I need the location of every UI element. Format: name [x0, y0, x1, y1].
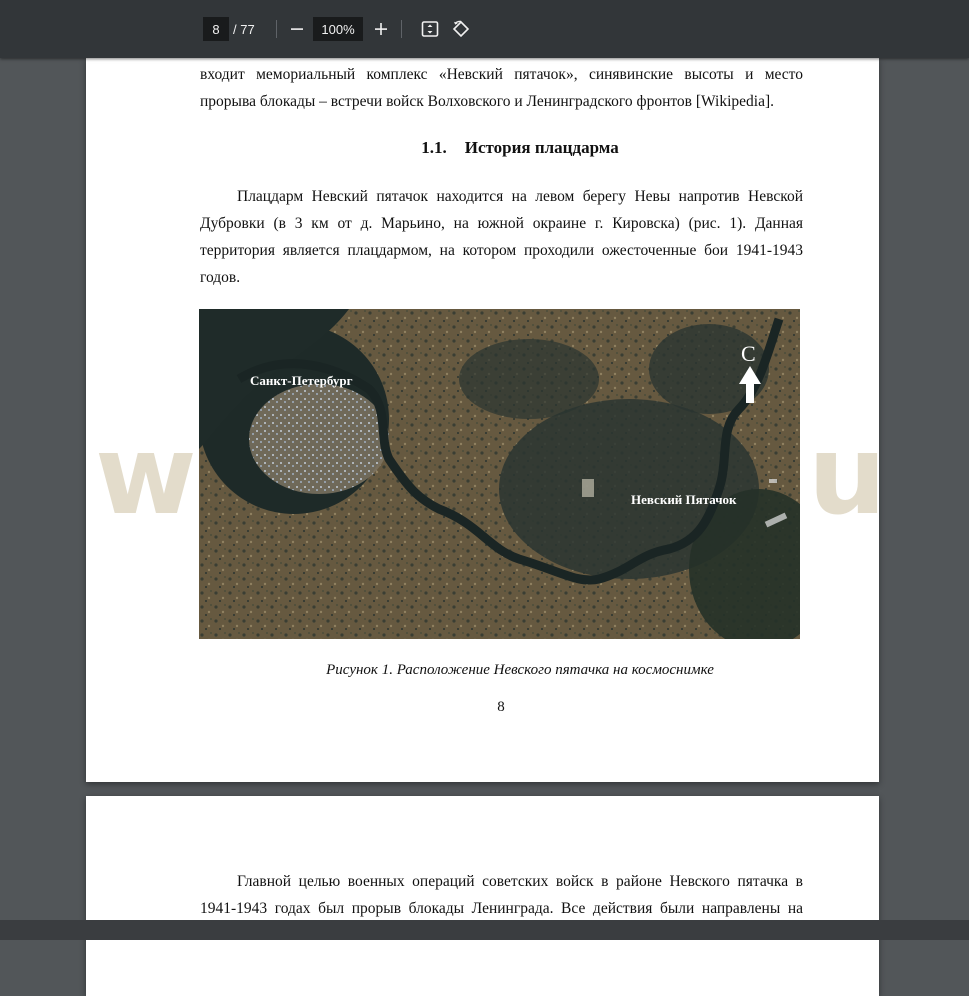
- watermark-right: u: [808, 411, 883, 539]
- paragraph-line: Дубровки (в 3 км от д. Марьино, на южной окраине г. Кировска) (рис. 1). Данная: [200, 215, 803, 232]
- zoom-out-button[interactable]: [283, 15, 311, 43]
- north-label: С: [741, 341, 756, 366]
- paragraph-line: территория является плацдармом, на котором проходили ожесточенные бои 1941-1943: [200, 242, 803, 259]
- section-title: История плацдарма: [464, 138, 619, 157]
- pdf-page-8: [86, 58, 879, 782]
- horizontal-scrollbar[interactable]: [0, 920, 969, 940]
- watermark-left: w: [95, 411, 193, 539]
- paragraph-line: входит мемориальный комплекс «Невский пятачок», синявинские высоты и место: [200, 66, 803, 83]
- rotate-icon: [452, 20, 470, 38]
- paragraph-line: 1941-1943 годах был прорыв блокады Ленинграда. Все действия были направлены на: [200, 900, 803, 917]
- paragraph-line: годов.: [200, 269, 241, 286]
- satellite-image: [199, 309, 800, 639]
- map-label-site: Невский Пятачок: [631, 492, 737, 507]
- rotate-button[interactable]: [447, 15, 475, 43]
- figure-caption: Рисунок 1. Расположение Невского пятачка на космоснимке: [326, 662, 714, 678]
- zoom-in-button[interactable]: [367, 15, 395, 43]
- document-viewer[interactable]: [0, 58, 969, 940]
- page-number-footer: 8: [497, 699, 505, 715]
- pdf-toolbar: [0, 0, 969, 58]
- map-label-city: Санкт-Петербург: [250, 373, 353, 388]
- paragraph-line: Главной целью военных операций советских войск в районе Невского пятачка в: [237, 873, 803, 890]
- pdf-page-9: [86, 796, 879, 996]
- fit-to-page-icon: [421, 20, 439, 38]
- section-heading: [86, 138, 879, 158]
- toolbar-divider: [276, 20, 277, 38]
- zoom-input[interactable]: [313, 17, 363, 41]
- paragraph-line: прорыва блокады – встречи войск Волховского и Ленинградского фронтов [Wikipedia].: [200, 93, 775, 110]
- toolbar-divider: [401, 20, 402, 38]
- page-number-input[interactable]: [203, 17, 229, 41]
- minus-icon: [290, 22, 304, 36]
- section-number: 1.1.: [421, 138, 447, 157]
- plus-icon: [374, 22, 388, 36]
- fit-to-page-button[interactable]: [416, 15, 444, 43]
- paragraph-line: Плацдарм Невский пятачок находится на левом берегу Невы напротив Невской: [237, 188, 803, 205]
- page-total-label: / 77: [233, 21, 255, 37]
